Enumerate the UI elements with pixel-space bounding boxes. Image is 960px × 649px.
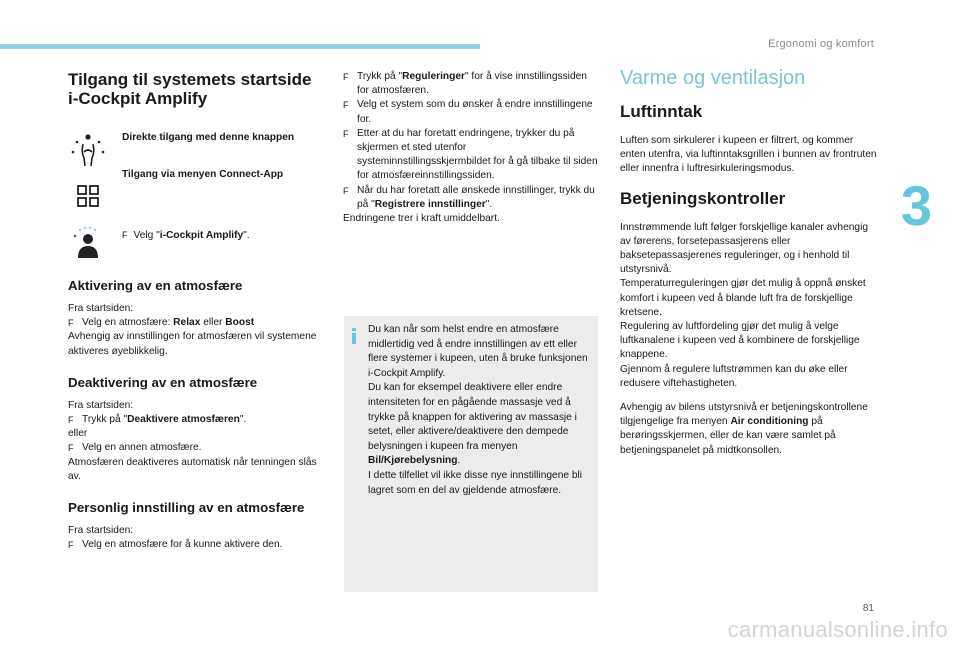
info-p2-lighting: Kjørebelysning xyxy=(383,455,458,467)
air-intake-text: Luften som sirkulerer i kupeen er filtrert, og kommer enten utenfra, via luftinntaksgrillen i bunnen av frontruten eller innenfra i luftresirkuleringsmodus. xyxy=(620,135,877,175)
air-intake-title: Luftinntak xyxy=(620,102,703,121)
bullet-marker: F xyxy=(68,318,74,329)
bullet-marker: F xyxy=(122,230,128,240)
col2-b3: Etter at du har foretatt endringene, trykker du på skjermen et sted utenfor systeminnstillingsskjermbildet for å gå tilbake til siden for atmosfæreinnstillingssiden. xyxy=(357,127,598,182)
grid-apps-icon xyxy=(68,176,118,216)
select-post: ". xyxy=(243,230,250,241)
controls-text-5-pre: Avhengig av bilens utstyrsnivå er betjeningskontrollene tilgjengelige fra menyen xyxy=(620,402,868,428)
page-number: 81 xyxy=(862,603,874,614)
controls-text-5-strong: Air conditioning xyxy=(730,416,809,428)
col2-b4-strong: Registrere innstillinger xyxy=(374,198,486,210)
bullet-marker: F xyxy=(68,415,74,426)
personal-b1: Velg en atmosfære for å kunne aktivere den. xyxy=(82,539,283,551)
info-p1: Du kan når som helst endre en atmosfære midlertidig ved å endre innstillingen av ett eller flere systemer i kupeen, uten å bruke funksjonen i-Cockpit Amplify. xyxy=(368,324,588,379)
col2-b1-pre: Trykk på " xyxy=(357,71,403,82)
controls-text-1: Innstrømmende luft følger forskjellige kanaler avhengig av førerens, forsetepassasjerens eller baksetepassasjerenes reguleringer, og i henhold til utstyrsnivå. xyxy=(620,221,869,276)
activate-b1-pre: Velg en atmosfære: xyxy=(82,317,174,329)
activate-or: eller xyxy=(200,317,226,329)
deactivate-b1-post: ". xyxy=(239,414,247,426)
controls-text-5-post: på berøringsskjermen, eller de kan være samlet på betjeningspanelet på midtkonsollen. xyxy=(620,416,836,456)
column-left xyxy=(68,70,318,552)
heating-title: Varme og ventilasjon xyxy=(620,67,806,89)
deactivate-b2: Velg en annen atmosfære. xyxy=(82,442,202,454)
deactivate-bullet-1 xyxy=(68,413,318,427)
activate-text: Avhengig av innstillingen for atmosfæren vil systemene aktiveres øyeblikkelig. xyxy=(68,331,317,357)
deactivate-text: Atmosfæren deaktiveres automatisk når tenningen slås av. xyxy=(68,456,317,482)
chapter-number: 3 xyxy=(900,174,932,237)
info-icon xyxy=(350,328,358,344)
info-p2-slash: / xyxy=(381,455,384,467)
section-title-icockpit: Tilgang til systemets startside i-Cockpit Amplify xyxy=(68,70,312,108)
column-middle xyxy=(343,70,601,226)
watermark: carmanualsonline.info xyxy=(727,617,948,642)
personal-title: Personlig innstilling av en atmosfære xyxy=(68,500,305,516)
activate-boost: Boost xyxy=(225,317,255,329)
column-right xyxy=(620,66,878,458)
deactivate-b1-strong: Deaktivere atmosfæren xyxy=(127,414,240,426)
header-title: Ergonomi og komfort xyxy=(768,38,874,50)
info-p2-pre: Du kan for eksempel deaktivere eller endre intensiteten for en pågående massasje ved å trykke på knappen for aktivering av massasje i setet, eller aktivere/deaktivere den dempede belysningen i kupeen fra menyen xyxy=(368,382,577,452)
col2-b4-post: ". xyxy=(485,198,493,210)
col2-b1-post: " for å vise innstillingssiden for atmosfæren. xyxy=(357,71,587,97)
col2-bullet-2 xyxy=(343,98,601,126)
bullet-marker: F xyxy=(343,72,349,82)
header-accent-bar xyxy=(0,44,480,49)
bullet-marker: F xyxy=(343,100,349,111)
controls-text-5 xyxy=(620,401,878,458)
info-p2-post: . xyxy=(457,455,461,467)
icon-row-connect-app-text: Tilgang via menyen Connect-App xyxy=(122,169,284,180)
controls-text-3: Regulering av luftfordeling gjør det mulig å velge luftkanalene i kupeen ved å kombinere de forskjellige knappene. xyxy=(620,321,860,361)
deactivate-bullet-2 xyxy=(68,441,318,455)
deactivate-or: eller xyxy=(68,428,88,440)
gesture-hand-icon xyxy=(68,130,118,170)
personal-from: Fra startsiden: xyxy=(68,525,134,537)
activate-from: Fra startsiden: xyxy=(68,303,134,314)
icon-row-connect-app xyxy=(68,169,318,216)
activate-bullet xyxy=(68,316,318,330)
info-text xyxy=(368,323,592,498)
col2-bullet-1 xyxy=(343,70,601,98)
col2-b4-pre: Når du har foretatt alle ønskede innstillinger, trykk du på " xyxy=(357,184,595,210)
select-strong: i-Cockpit Amplify xyxy=(159,230,244,241)
select-pre: Velg " xyxy=(133,230,160,241)
deactivate-title: Deaktivering av en atmosfære xyxy=(68,374,258,390)
col2-b2: Velg et system som du ønsker å endre innstillingene for. xyxy=(357,99,593,125)
activate-relax: Relax xyxy=(173,317,201,329)
icon-row-select xyxy=(68,224,318,264)
deactivate-b1-pre: Trykk på " xyxy=(82,414,128,426)
controls-text-2: Temperaturreguleringen gjør det mulig å oppnå ønsket komfort i kupeen ved å blande luft fra de forskjellige kretsene. xyxy=(620,278,866,318)
icon-row-direct-text: Direkte tilgang med denne knappen xyxy=(122,132,295,143)
bullet-marker: F xyxy=(343,185,349,196)
col2-bullet-4 xyxy=(343,184,601,212)
info-box xyxy=(344,316,598,592)
person-profile-icon xyxy=(68,224,118,264)
info-p2-bil: Bil xyxy=(368,455,382,467)
controls-title: Betjeningskontroller xyxy=(620,188,786,208)
info-p3: I dette tilfellet vil ikke disse nye innstillingene bli lagret som en del av gjeldende atmosfære. xyxy=(368,469,583,496)
deactivate-from: Fra startsiden: xyxy=(68,399,134,411)
col2-b1-strong: Reguleringer xyxy=(402,71,465,82)
col2-bullet-3 xyxy=(343,127,601,184)
info-p2 xyxy=(368,381,592,469)
bullet-marker: F xyxy=(68,443,74,454)
controls-text-4: Gjennom å regulere luftstrømmen kan du øke eller redusere viftehastigheten. xyxy=(620,363,848,389)
activate-title: Aktivering av en atmosfære xyxy=(68,278,243,293)
bullet-marker: F xyxy=(68,540,74,551)
col2-end: Endringene trer i kraft umiddelbart. xyxy=(343,213,500,225)
icon-row-select-text xyxy=(118,228,250,243)
icon-row-direct xyxy=(68,130,318,170)
personal-bullet xyxy=(68,538,318,552)
bullet-marker: F xyxy=(343,128,349,139)
